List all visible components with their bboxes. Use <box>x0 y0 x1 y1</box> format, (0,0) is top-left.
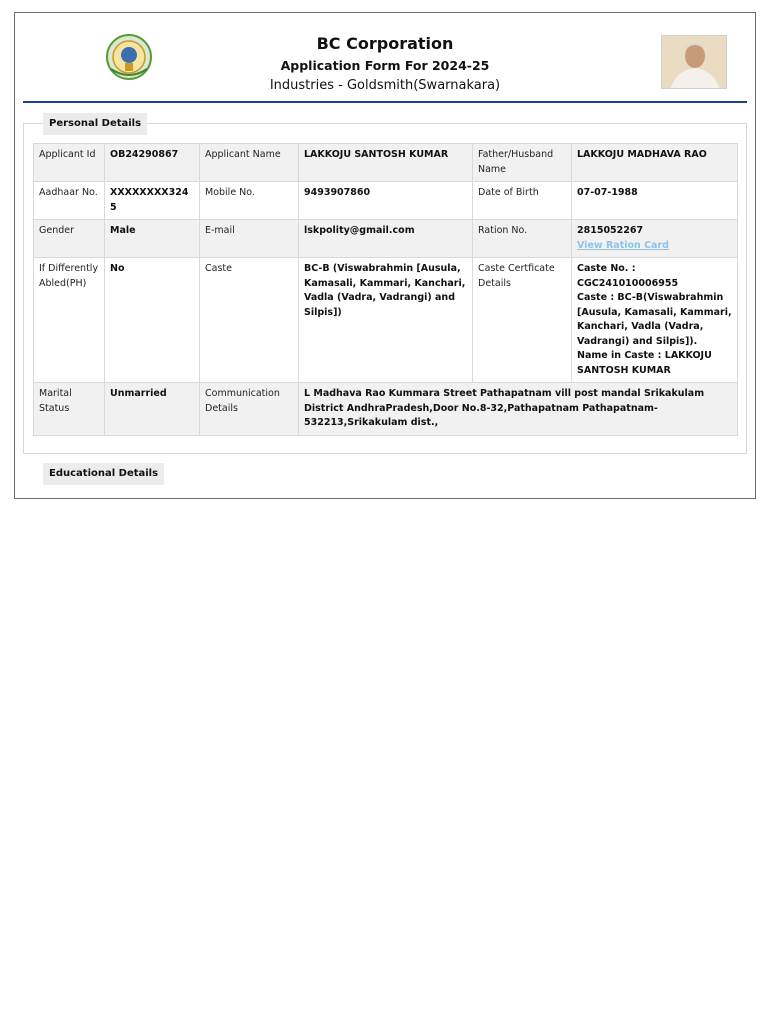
mobile-label: Mobile No. <box>200 182 299 220</box>
ph-label: If Differently Abled(PH) <box>34 258 105 383</box>
view-ration-card-link[interactable]: View Ration Card <box>577 239 669 251</box>
email-value: lskpolity@gmail.com <box>299 220 473 258</box>
application-form-page <box>14 12 756 499</box>
caste-name-value: Name in Caste : LAKKOJU SANTOSH KUMAR <box>577 350 712 376</box>
form-subtitle: Application Form For 2024-25 <box>280 58 490 73</box>
father-name-label: Father/Husband Name <box>473 144 572 182</box>
father-name-value: LAKKOJU MADHAVA RAO <box>572 144 738 182</box>
ph-value: No <box>105 258 200 383</box>
communication-value: L Madhava Rao Kummara Street Pathapatnam vill post mandal Srikakulam District AndhraPradesh,Door No.8-32,Pathapatnam Pathapatnam-532213,Srikakulam dist., <box>299 383 738 436</box>
table-row <box>34 144 738 182</box>
course-title: Industries - Goldsmith(Swarnakara) <box>269 78 501 93</box>
applicant-name-value: LAKKOJU SANTOSH KUMAR <box>299 144 473 182</box>
caste-label: Caste <box>200 258 299 383</box>
page-title: BC Corporation <box>316 34 454 53</box>
mobile-value: 9493907860 <box>299 182 473 220</box>
marital-value: Unmarried <box>105 383 200 436</box>
aadhaar-value: XXXXXXXX3245 <box>105 182 200 220</box>
caste-cert-value: Caste : BC-B(Viswabrahmin [Ausula, Kamasali, Kammari, Kanchari, Vadla (Vadra, Vadrangi) and Silpis]). <box>577 292 732 347</box>
applicant-id-label: Applicant Id <box>34 144 105 182</box>
table-row <box>34 182 738 220</box>
table-row <box>34 383 738 436</box>
applicant-photo <box>661 35 727 89</box>
applicant-id-value: OB24290867 <box>105 144 200 182</box>
personal-details-legend: Personal Details <box>43 113 147 135</box>
header-text <box>23 33 747 95</box>
dob-value: 07-07-1988 <box>572 182 738 220</box>
educational-details-legend: Educational Details <box>43 463 164 485</box>
table-row <box>34 258 738 383</box>
caste-cert-label: Caste Certficate Details <box>473 258 572 383</box>
applicant-name-label: Applicant Name <box>200 144 299 182</box>
aadhaar-label: Aadhaar No. <box>34 182 105 220</box>
gender-label: Gender <box>34 220 105 258</box>
form-header <box>23 13 747 103</box>
caste-no-value: Caste No. : CGC241010006955 <box>577 263 679 289</box>
dob-label: Date of Birth <box>473 182 572 220</box>
communication-label: Communication Details <box>200 383 299 436</box>
ration-cell <box>572 220 738 258</box>
caste-cert-cell <box>572 258 738 383</box>
ration-label: Ration No. <box>473 220 572 258</box>
email-label: E-mail <box>200 220 299 258</box>
marital-label: Marital Status <box>34 383 105 436</box>
caste-value: BC-B (Viswabrahmin [Ausula, Kamasali, Kammari, Kanchari, Vadla (Vadra, Vadrangi) and Silpis]) <box>299 258 473 383</box>
ration-value: 2815052267 <box>577 225 644 236</box>
personal-details-table <box>33 143 738 436</box>
table-row <box>34 220 738 258</box>
gender-value: Male <box>105 220 200 258</box>
